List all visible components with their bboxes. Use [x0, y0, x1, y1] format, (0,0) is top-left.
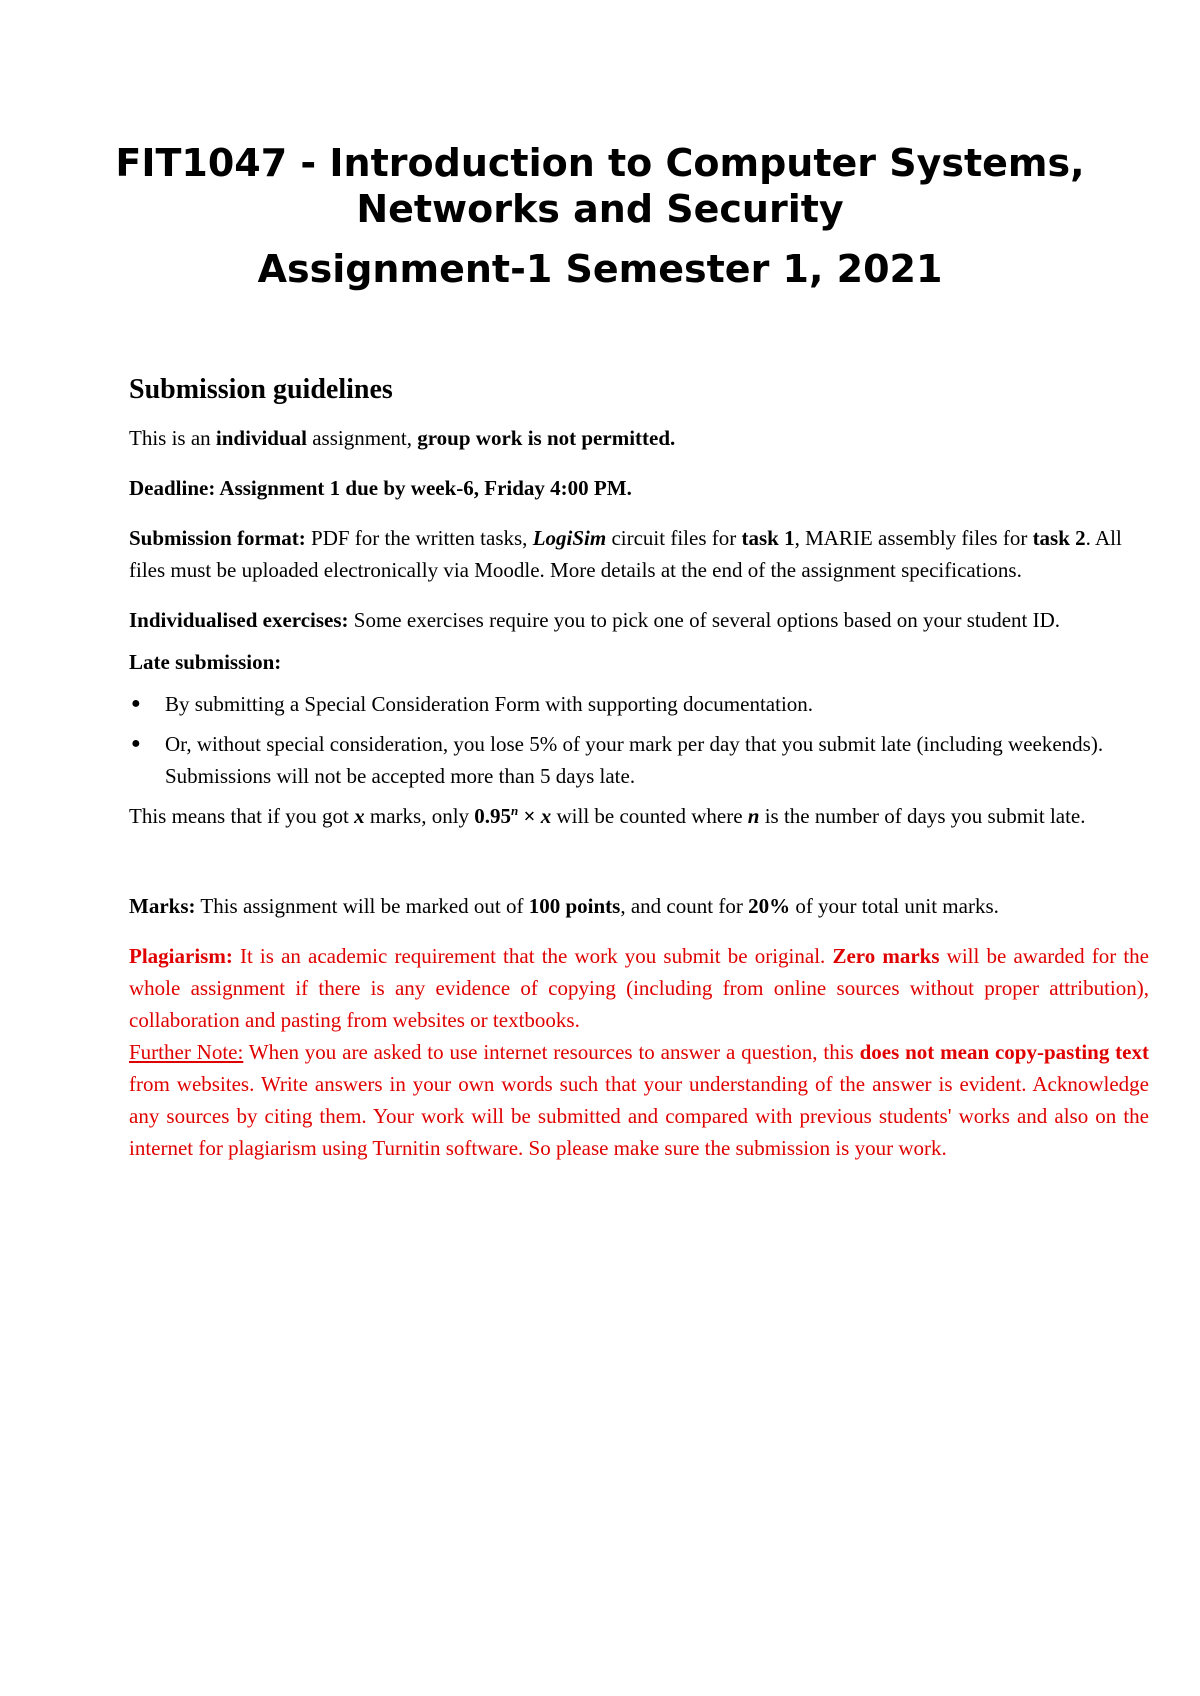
plagiarism-paragraph: [129, 940, 1149, 1036]
individualised-label: Individualised exercises:: [129, 608, 349, 632]
plagiarism-label: Plagiarism:: [129, 944, 233, 968]
format-text-4: . All files must be uploaded electronically via Moodle. More details at the end of the assignment specifications.: [129, 526, 1122, 582]
individualised-paragraph: [129, 604, 1149, 636]
document-subtitle: Assignment-1 Semester 1, 2021: [257, 247, 943, 291]
format-task-2: task 2: [1032, 526, 1086, 550]
bullet-icon: ●: [131, 735, 141, 752]
marks-paragraph: [129, 890, 1149, 922]
plagiarism-zero-marks: Zero marks: [832, 944, 940, 968]
marks-text-3: of your total unit marks.: [790, 894, 999, 918]
document-title-line-1: FIT1047 - Introduction to Computer Systems,: [115, 141, 1085, 185]
list-item-text: By submitting a Special Consideration Form with supporting documentation.: [165, 692, 814, 716]
intro-text-2: assignment,: [306, 426, 418, 450]
format-task-1: task 1: [741, 526, 795, 550]
formula-var-x-2: x: [540, 804, 552, 828]
further-note-bold: does not mean copy-pasting text: [859, 1040, 1149, 1064]
format-text-2: circuit files for: [606, 526, 742, 550]
plagiarism-text-1: It is an academic requirement that the work you submit be original.: [232, 944, 833, 968]
further-note-text-1: When you are asked to use internet resources to answer a question, this: [243, 1040, 860, 1064]
late-submission-label: Late submission:: [129, 650, 282, 674]
format-text-1: PDF for the written tasks,: [305, 526, 533, 550]
marks-points: 100 points: [528, 894, 621, 918]
individualised-text: Some exercises require you to pick one of several options based on your student ID.: [348, 608, 1061, 632]
deadline-value: Assignment 1 due by week-6, Friday 4:00 PM.: [215, 476, 632, 500]
guidelines-content: [129, 372, 1149, 1164]
plagiarism-text-2: will be awarded for the whole assignment if there is any evidence of copying (including from online sources without proper attribution), collaboration and pasting from websites or textbooks.: [129, 944, 1150, 1032]
formula-base: 0.95: [474, 804, 512, 828]
format-label: Submission format:: [129, 526, 306, 550]
formula-var-n: n: [747, 804, 760, 828]
intro-text-1: This is an: [129, 426, 216, 450]
deadline-label: Deadline:: [129, 476, 216, 500]
formula-text-1: This means that if you got: [129, 804, 355, 828]
list-item-text: Or, without special consideration, you lose 5% of your mark per day that you submit late (including weekends). Submissions will not be accepted more than 5 days late.: [165, 732, 1104, 788]
further-note-paragraph: [129, 1036, 1149, 1164]
further-note-text-2: from websites. Write answers in your own words such that your understanding of the answer is evident. Acknowledge any sources by citing them. Your work will be submitted and compared with previous students' works and also on the internet for plagiarism using Turnitin software. So please make sure the submission is your work.: [129, 1072, 1149, 1160]
formula-times: ×: [518, 804, 541, 828]
intro-bold-group-work: group work is not permitted.: [417, 426, 676, 450]
format-logisim: LogiSim: [532, 526, 607, 550]
formula-var-x: x: [354, 804, 365, 828]
formula-text-3: will be counted where: [551, 804, 748, 828]
intro-paragraph: [129, 422, 1149, 454]
deadline-paragraph: [129, 472, 1149, 504]
list-item: [129, 728, 1149, 792]
spacer: [129, 850, 1149, 890]
list-item: [129, 688, 1149, 720]
marks-label: Marks:: [129, 894, 196, 918]
intro-bold-individual: individual: [215, 426, 307, 450]
formula-text-2: marks, only: [364, 804, 475, 828]
section-heading-submission-guidelines: Submission guidelines: [129, 374, 393, 405]
format-paragraph: [129, 522, 1149, 586]
format-text-3: , MARIE assembly files for: [794, 526, 1033, 550]
further-note-label: Further Note:: [129, 1040, 244, 1064]
marks-percent: 20%: [748, 894, 791, 918]
late-submission-heading: [129, 646, 1149, 678]
formula-text-4: is the number of days you submit late.: [759, 804, 1086, 828]
marks-text-1: This assignment will be marked out of: [195, 894, 529, 918]
marks-text-2: , and count for: [620, 894, 749, 918]
formula-exponent: n: [511, 803, 519, 818]
document-title-line-2: Networks and Security: [356, 187, 844, 231]
bullet-icon: ●: [131, 695, 141, 712]
late-formula-paragraph: [129, 800, 1149, 832]
title-block: [0, 140, 1200, 292]
plagiarism-section: [129, 940, 1149, 1164]
late-submission-list: [129, 688, 1149, 792]
